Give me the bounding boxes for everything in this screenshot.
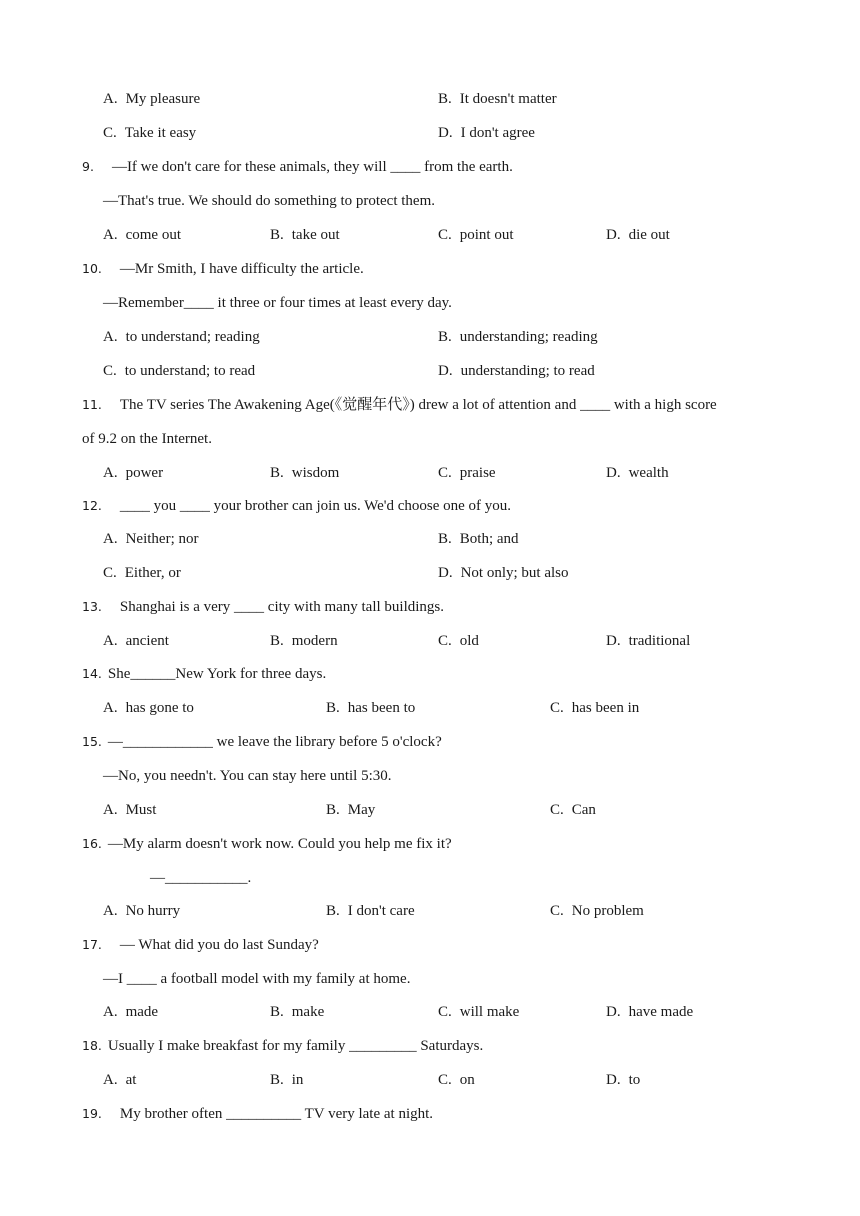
option-a: A. come out <box>103 227 181 243</box>
option-b: B. understanding; reading <box>438 329 598 345</box>
option-a: A. power <box>103 465 164 481</box>
option-a: A. My pleasure <box>103 91 201 107</box>
option-a: A. No hurry <box>103 903 181 919</box>
question-number: 15. <box>82 734 102 749</box>
option-b: B. modern <box>270 633 338 649</box>
question-number: 11. <box>82 397 102 412</box>
question-number: 16. <box>82 836 102 851</box>
question-stem-line: —Remember____ it three or four times at least every day. <box>103 295 452 311</box>
option-b: B. May <box>326 802 376 818</box>
option-c: C. to understand; to read <box>103 363 256 379</box>
question-number: 9. <box>82 159 94 174</box>
option-d: D. to <box>606 1072 641 1088</box>
option-d: D. Not only; but also <box>438 565 569 581</box>
question-stem: 14. She______New York for three days. <box>82 666 327 682</box>
question-number: 14. <box>82 666 102 681</box>
option-c: C. will make <box>438 1004 520 1020</box>
option-d: D. wealth <box>606 465 669 481</box>
option-c: C. No problem <box>550 903 644 919</box>
question-stem: 18. Usually I make breakfast for my family _________ Saturdays. <box>82 1038 484 1054</box>
question-stem-line: of 9.2 on the Internet. <box>82 431 212 447</box>
question-stem-line: —No, you needn't. You can stay here until 5:30. <box>103 768 392 784</box>
question-stem: 15. —____________ we leave the library before 5 o'clock? <box>82 734 442 750</box>
option-b: B. It doesn't matter <box>438 91 557 107</box>
option-c: C. praise <box>438 465 496 481</box>
option-c: C. Can <box>550 802 596 818</box>
option-c: C. Either, or <box>103 565 181 581</box>
option-b: B. make <box>270 1004 325 1020</box>
question-number: 10. <box>82 261 102 276</box>
option-d: D. understanding; to read <box>438 363 595 379</box>
option-c: C. Take it easy <box>103 125 197 141</box>
option-b: B. wisdom <box>270 465 340 481</box>
question-stem: 11. The TV series The Awakening Age(《觉醒年代》) drew a lot of attention and ____ with a high score <box>82 397 717 413</box>
question-stem: 13. Shanghai is a very ____ city with many tall buildings. <box>82 599 445 615</box>
option-b: B. I don't care <box>326 903 415 919</box>
option-c: C. has been in <box>550 700 640 716</box>
option-d: D. I don't agree <box>438 125 535 141</box>
option-d: D. die out <box>606 227 670 243</box>
option-c: C. point out <box>438 227 514 243</box>
question-number: 19. <box>82 1106 102 1121</box>
question-stem-line: —___________. <box>150 870 252 886</box>
option-c: C. on <box>438 1072 475 1088</box>
question-stem: 10. —Mr Smith, I have difficulty the article. <box>82 261 364 277</box>
option-a: A. at <box>103 1072 137 1088</box>
question-number: 17. <box>82 937 102 952</box>
question-number: 12. <box>82 498 102 513</box>
question-stem: 19. My brother often __________ TV very late at night. <box>82 1106 434 1122</box>
option-d: D. traditional <box>606 633 691 649</box>
option-a: A. ancient <box>103 633 169 649</box>
option-a: A. Must <box>103 802 157 818</box>
question-stem: 17. — What did you do last Sunday? <box>82 937 319 953</box>
question-number: 18. <box>82 1038 102 1053</box>
question-stem: 16. —My alarm doesn't work now. Could you help me fix it? <box>82 836 452 852</box>
option-b: B. has been to <box>326 700 416 716</box>
option-b: B. take out <box>270 227 340 243</box>
option-a: A. Neither; nor <box>103 531 199 547</box>
question-stem: 9. —If we don't care for these animals, they will ____ from the earth. <box>82 159 513 175</box>
option-a: A. made <box>103 1004 159 1020</box>
question-number: 13. <box>82 599 102 614</box>
option-b: B. in <box>270 1072 304 1088</box>
option-c: C. old <box>438 633 479 649</box>
option-a: A. to understand; reading <box>103 329 260 345</box>
question-stem: 12. ____ you ____ your brother can join us. We'd choose one of you. <box>82 498 512 514</box>
option-a: A. has gone to <box>103 700 194 716</box>
option-b: B. Both; and <box>438 531 519 547</box>
question-stem-line: —I ____ a football model with my family at home. <box>103 971 411 987</box>
option-d: D. have made <box>606 1004 694 1020</box>
question-stem-line: —That's true. We should do something to protect them. <box>103 193 435 209</box>
